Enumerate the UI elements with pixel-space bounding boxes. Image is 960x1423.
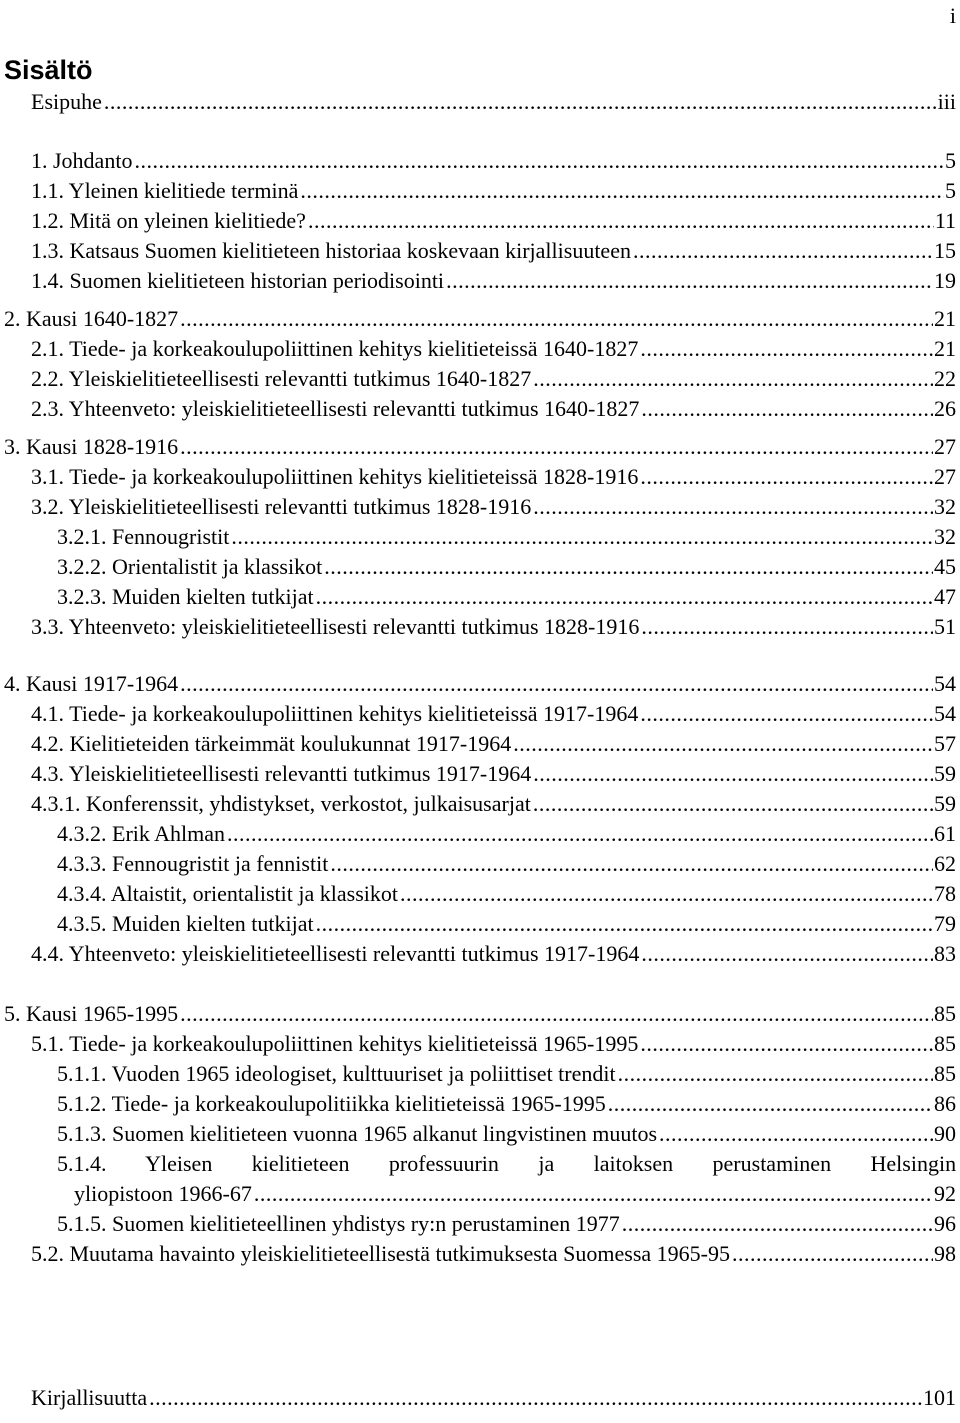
toc-entry-section[interactable] bbox=[31, 760, 956, 788]
toc-entry-subsection[interactable] bbox=[57, 553, 956, 581]
toc-entry-title: 3.1. Tiede- ja korkeakoulupoliittinen kehitys kielitieteissä 1828-1916 bbox=[31, 464, 639, 489]
toc-entry-page: 92 bbox=[934, 1181, 956, 1206]
toc-entry-title: 4. Kausi 1917-1964 bbox=[4, 671, 179, 696]
word: 5.1.4. bbox=[57, 1151, 107, 1176]
dot-leader bbox=[622, 1210, 933, 1238]
toc-entry-page: 51 bbox=[934, 614, 956, 639]
dot-leader bbox=[149, 1384, 922, 1412]
toc-entry-subsection[interactable] bbox=[57, 1090, 956, 1118]
toc-entry-title: 2.3. Yhteenveto: yleiskielitieteellisesti relevantti tutkimus 1640-1827 bbox=[31, 396, 640, 421]
toc-entry-page: 21 bbox=[934, 306, 956, 331]
word: kielitieteen bbox=[251, 1151, 350, 1176]
toc-entry-title: 3.2.2. Orientalistit ja klassikot bbox=[57, 554, 323, 579]
toc-entry-title: yliopistoon 1966-67 bbox=[74, 1181, 252, 1206]
toc-entry-subsection[interactable] bbox=[57, 850, 956, 878]
toc-entry-title: Esipuhe bbox=[31, 89, 102, 114]
toc-entry-title: 1.3. Katsaus Suomen kielitieteen historiaa koskevaan kirjallisuuteen bbox=[31, 238, 631, 263]
toc-entry-title: 4.3.5. Muiden kielten tutkijat bbox=[57, 911, 314, 936]
toc-entry-title: 2.1. Tiede- ja korkeakoulupoliittinen kehitys kielitieteissä 1640-1827 bbox=[31, 336, 639, 361]
toc-entry-title: 3.2. Yleiskielitieteellisesti relevantti tutkimus 1828-1916 bbox=[31, 494, 532, 519]
toc-entry-page: 19 bbox=[934, 268, 956, 293]
toc-entry-page: 5 bbox=[945, 178, 956, 203]
dot-leader bbox=[618, 1060, 933, 1088]
dot-leader bbox=[316, 910, 933, 938]
toc-heading: Sisältö bbox=[4, 55, 93, 85]
dot-leader bbox=[308, 207, 934, 235]
dot-leader bbox=[104, 88, 937, 116]
toc-entry-page: iii bbox=[937, 89, 956, 114]
toc-entry-page: 22 bbox=[934, 366, 956, 391]
dot-leader bbox=[640, 463, 933, 491]
toc-entry-section[interactable] bbox=[31, 700, 956, 728]
toc-entry-page: 32 bbox=[934, 524, 956, 549]
dot-leader bbox=[180, 433, 933, 461]
toc-entry-subsection[interactable] bbox=[57, 523, 956, 551]
word: laitoksen bbox=[593, 1151, 674, 1176]
toc-entry-page: 83 bbox=[934, 941, 956, 966]
dot-leader bbox=[324, 553, 933, 581]
toc-entry-page: 98 bbox=[934, 1241, 956, 1266]
dot-leader bbox=[533, 365, 933, 393]
toc-entry-page: 27 bbox=[934, 464, 956, 489]
toc-entry-section[interactable] bbox=[31, 335, 956, 363]
dot-leader bbox=[608, 1090, 933, 1118]
dot-leader bbox=[633, 237, 933, 265]
toc-entry-chapter[interactable] bbox=[4, 433, 956, 461]
toc-entry-section[interactable] bbox=[31, 730, 956, 758]
toc-entry-wrapped-line[interactable] bbox=[57, 1150, 956, 1178]
toc-entry-title: 1.2. Mitä on yleinen kielitiede? bbox=[31, 208, 306, 233]
toc-entry-title: 5.1.1. Vuoden 1965 ideologiset, kulttuuriset ja poliittiset trendit bbox=[57, 1061, 616, 1086]
toc-entry-section[interactable] bbox=[31, 365, 956, 393]
toc-entry-title: 3.2.1. Fennougristit bbox=[57, 524, 230, 549]
toc-entry-page: 59 bbox=[934, 791, 956, 816]
dot-leader bbox=[231, 523, 933, 551]
toc-entry-title: 5.1. Tiede- ja korkeakoulupoliittinen kehitys kielitieteissä 1965-1995 bbox=[31, 1031, 639, 1056]
toc-entry-section[interactable] bbox=[31, 395, 956, 423]
toc-entry-subsection[interactable] bbox=[31, 790, 956, 818]
dot-leader bbox=[446, 267, 933, 295]
toc-entry-page: 101 bbox=[923, 1385, 956, 1410]
toc-entry-title: 5.1.2. Tiede- ja korkeakoulupolitiikka kielitieteissä 1965-1995 bbox=[57, 1091, 606, 1116]
toc-entry-page: 78 bbox=[934, 881, 956, 906]
toc-entry-page: 5 bbox=[945, 148, 956, 173]
dot-leader bbox=[640, 700, 933, 728]
toc-entry-page: 96 bbox=[934, 1211, 956, 1236]
word: perustaminen bbox=[712, 1151, 832, 1176]
toc-entry-title: 5. Kausi 1965-1995 bbox=[4, 1001, 179, 1026]
word: Helsingin bbox=[870, 1151, 957, 1176]
toc-entry-page: 85 bbox=[934, 1001, 956, 1026]
dot-leader bbox=[641, 395, 933, 423]
dot-leader bbox=[533, 760, 933, 788]
toc-entry-title: 4.4. Yhteenveto: yleiskielitieteellisesti relevantti tutkimus 1917-1964 bbox=[31, 941, 640, 966]
dot-leader bbox=[732, 1240, 933, 1268]
toc-entry-title: 4.3. Yleiskielitieteellisesti relevantti tutkimus 1917-1964 bbox=[31, 761, 532, 786]
toc-entry-section[interactable] bbox=[31, 267, 956, 295]
toc-entry-title: 2.2. Yleiskielitieteellisesti relevantti tutkimus 1640-1827 bbox=[31, 366, 532, 391]
toc-entry-title: 1.4. Suomen kielitieteen historian periodisointi bbox=[31, 268, 445, 293]
toc-entry-page: 59 bbox=[934, 761, 956, 786]
dot-leader bbox=[180, 1000, 933, 1028]
toc-entry-title: 4.3.3. Fennougristit ja fennistit bbox=[57, 851, 329, 876]
dot-leader bbox=[640, 335, 933, 363]
dot-leader bbox=[180, 305, 933, 333]
toc-entry-section[interactable] bbox=[31, 177, 956, 205]
toc-entry-subsection[interactable] bbox=[57, 820, 956, 848]
word: ja bbox=[538, 1151, 555, 1176]
toc-entry-page: 15 bbox=[934, 238, 956, 263]
toc-entry-title: 3. Kausi 1828-1916 bbox=[4, 434, 179, 459]
toc-entry-title: 4.3.4. Altaistit, orientalistit ja klassikot bbox=[57, 881, 398, 906]
toc-entry-chapter[interactable] bbox=[4, 1000, 956, 1028]
toc-entry-preface[interactable] bbox=[31, 88, 956, 116]
toc-entry-page: 90 bbox=[934, 1121, 956, 1146]
toc-entry-title: 4.2. Kielitieteiden tärkeimmät koulukunnat 1917-1964 bbox=[31, 731, 512, 756]
page-number: i bbox=[949, 3, 956, 28]
toc-entry-title: 5.1.5. Suomen kielitieteellinen yhdistys ry:n perustaminen 1977 bbox=[57, 1211, 620, 1236]
dot-leader bbox=[641, 613, 933, 641]
dot-leader bbox=[300, 177, 944, 205]
word: professuurin bbox=[388, 1151, 499, 1176]
toc-entry-page: 85 bbox=[934, 1061, 956, 1086]
toc-entry-title: 1. Johdanto bbox=[31, 148, 133, 173]
toc-entry-subsection[interactable] bbox=[57, 1120, 956, 1148]
toc-entry-subsection[interactable] bbox=[57, 1060, 956, 1088]
dot-leader bbox=[227, 820, 933, 848]
toc-entry-title: 5.2. Muutama havainto yleiskielitieteellisestä tutkimuksesta Suomessa 1965-95 bbox=[31, 1241, 730, 1266]
dot-leader bbox=[180, 670, 933, 698]
toc-entry-page: 45 bbox=[934, 554, 956, 579]
toc-entry-section[interactable] bbox=[31, 463, 956, 491]
toc-entry-page: 32 bbox=[934, 494, 956, 519]
dot-leader bbox=[659, 1120, 933, 1148]
toc-entry-subsection[interactable] bbox=[57, 583, 956, 611]
toc-entry-page: 54 bbox=[934, 701, 956, 726]
toc-entry-page: 79 bbox=[934, 911, 956, 936]
toc-entry-title: 2. Kausi 1640-1827 bbox=[4, 306, 179, 331]
word: Yleisen bbox=[145, 1151, 213, 1176]
toc-entry-chapter[interactable] bbox=[4, 305, 956, 333]
toc-entry-chapter[interactable] bbox=[4, 670, 956, 698]
toc-entry-title: 4.1. Tiede- ja korkeakoulupoliittinen kehitys kielitieteissä 1917-1964 bbox=[31, 701, 639, 726]
toc-entry-page: 11 bbox=[934, 208, 956, 233]
toc-entry-page: 61 bbox=[934, 821, 956, 846]
toc-entry-title: 1.1. Yleinen kielitiede terminä bbox=[31, 178, 299, 203]
toc-entry-page: 86 bbox=[934, 1091, 956, 1116]
toc-entry-section[interactable] bbox=[31, 613, 956, 641]
toc-entry-page: 62 bbox=[934, 851, 956, 876]
toc-entry-page: 26 bbox=[934, 396, 956, 421]
toc-entry-subsection[interactable] bbox=[57, 880, 956, 908]
dot-leader bbox=[533, 493, 933, 521]
toc-entry-title: 4.3.1. Konferenssit, yhdistykset, verkostot, julkaisusarjat bbox=[31, 791, 531, 816]
toc-entry-page: 21 bbox=[934, 336, 956, 361]
dot-leader bbox=[640, 1030, 933, 1058]
dot-leader bbox=[330, 850, 933, 878]
toc-entry-page: 85 bbox=[934, 1031, 956, 1056]
toc-entry-chapter[interactable] bbox=[31, 147, 956, 175]
toc-entry-page: 57 bbox=[934, 731, 956, 756]
toc-entry-page: 47 bbox=[934, 584, 956, 609]
toc-entry-title: 4.3.2. Erik Ahlman bbox=[57, 821, 226, 846]
dot-leader bbox=[254, 1180, 933, 1208]
dot-leader bbox=[134, 147, 944, 175]
toc-entry-title: 5.1.3. Suomen kielitieteen vuonna 1965 alkanut lingvistinen muutos bbox=[57, 1121, 658, 1146]
toc-entry-bibliography[interactable] bbox=[31, 1384, 956, 1412]
dot-leader bbox=[400, 880, 933, 908]
toc-entry-subsection[interactable] bbox=[57, 910, 956, 938]
toc-entry-subsection[interactable] bbox=[74, 1180, 956, 1208]
toc-entry-page: 54 bbox=[934, 671, 956, 696]
dot-leader bbox=[533, 790, 933, 818]
toc-entry-title: 3.2.3. Muiden kielten tutkijat bbox=[57, 584, 314, 609]
toc-entry-section[interactable] bbox=[31, 493, 956, 521]
dot-leader bbox=[513, 730, 933, 758]
dot-leader bbox=[641, 940, 933, 968]
toc-entry-title: 3.3. Yhteenveto: yleiskielitieteellisesti relevantti tutkimus 1828-1916 bbox=[31, 614, 640, 639]
toc-entry-page: 27 bbox=[934, 434, 956, 459]
toc-entry-section[interactable] bbox=[31, 1030, 956, 1058]
toc-entry-section[interactable] bbox=[31, 207, 956, 235]
toc-entry-subsection[interactable] bbox=[57, 1210, 956, 1238]
toc-entry-section[interactable] bbox=[31, 237, 956, 265]
toc-entry-section[interactable] bbox=[31, 1240, 956, 1268]
dot-leader bbox=[316, 583, 933, 611]
toc-entry-section[interactable] bbox=[31, 940, 956, 968]
toc-entry-title: Kirjallisuutta bbox=[31, 1385, 148, 1410]
